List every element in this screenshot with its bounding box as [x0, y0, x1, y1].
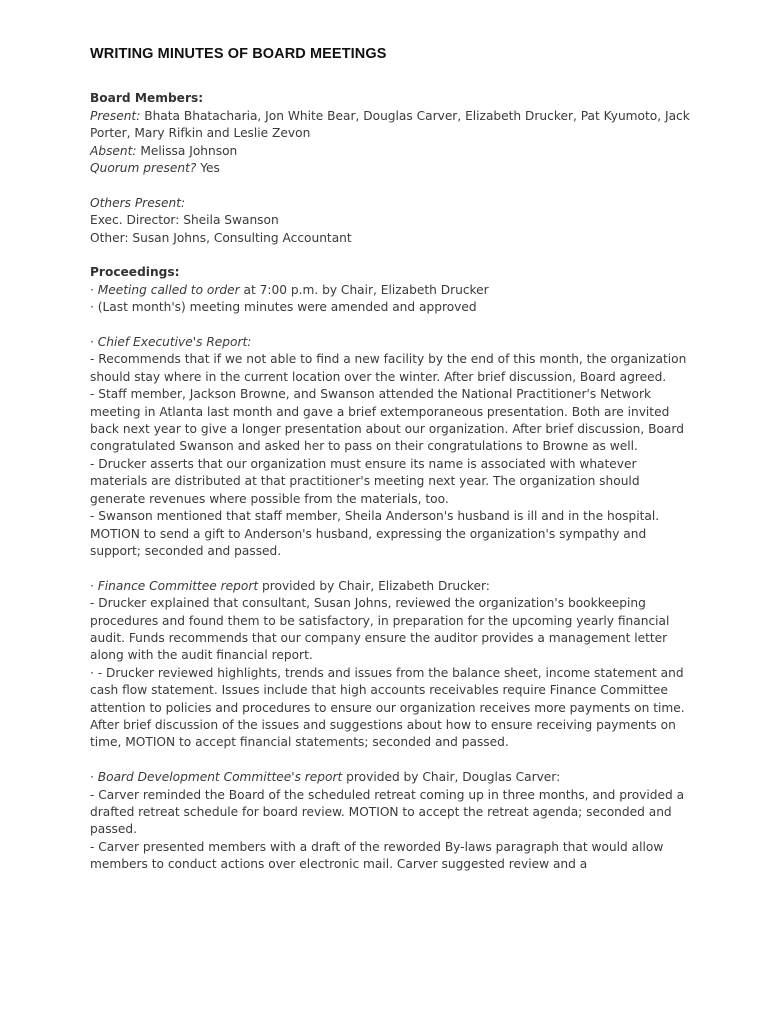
finance-report-heading: Finance Committee report	[97, 578, 259, 593]
called-prefix: ·	[90, 282, 98, 297]
board-dev-report-item: - Carver reminded the Board of the scheduled retreat coming up in three months, and provided a drafted retreat schedule for board review. MOTION to accept the retreat agenda; seconded and passed.	[90, 787, 685, 837]
board-members-section	[90, 90, 690, 177]
quorum-label: Quorum present?	[90, 161, 197, 176]
quorum-line	[90, 160, 690, 177]
minutes-approved-line: · (Last month's) meeting minutes were amended and approved	[90, 300, 477, 315]
present-line	[90, 108, 690, 143]
ceo-report-heading: Chief Executive's Report:	[97, 335, 252, 350]
ceo-report-section	[90, 334, 690, 560]
ceo-report-item: - Swanson mentioned that staff member, Sheila Anderson's husband is ill and in the hospital. MOTION to send a gift to Anderson's husband, expressing the organization's sympathy and support; seconded and passed.	[90, 509, 660, 558]
present-text: Bhata Bhatacharia, Jon White Bear, Douglas Carver, Elizabeth Drucker, Pat Kyumoto, Jack Porter, Mary Rifkin and Leslie Zevon	[90, 108, 690, 141]
proceedings-heading: Proceedings:	[90, 265, 180, 280]
board-dev-report-heading: Board Development Committee's report	[97, 770, 343, 785]
board-dev-prefix: ·	[90, 770, 98, 785]
finance-report-heading-line	[90, 578, 690, 595]
called-text: at 7:00 p.m. by Chair, Elizabeth Drucker	[239, 282, 489, 297]
board-members-heading: Board Members:	[90, 91, 204, 106]
ceo-report-item: - Recommends that if we not able to find a new facility by the end of this month, the organization should stay where in the current location over the winter. After brief discussion, Board agreed.	[90, 352, 687, 384]
ceo-report-heading-line	[90, 334, 690, 351]
finance-report-section	[90, 578, 690, 752]
others-present-heading: Others Present:	[90, 195, 186, 210]
finance-report-heading-suffix: provided by Chair, Elizabeth Drucker:	[258, 578, 490, 593]
finance-prefix: ·	[90, 578, 98, 593]
called-label: Meeting called to order	[97, 282, 240, 297]
called-to-order-line	[90, 282, 690, 299]
document-page	[90, 46, 690, 874]
board-dev-report-heading-suffix: provided by Chair, Douglas Carver:	[342, 770, 561, 785]
absent-line	[90, 143, 690, 160]
quorum-text: Yes	[200, 161, 220, 176]
board-dev-report-heading-line	[90, 769, 690, 786]
ceo-report-item: - Staff member, Jackson Browne, and Swanson attended the National Practitioner's Network meeting in Atlanta last month and gave a brief extemporaneous presentation. Both are invited back next year to give a longer presentation about our organization. After brief discussion, Board congratulated Swanson and asked her to pass on their congratulations to Browne as well.	[90, 387, 684, 454]
board-dev-report-item: - Carver presented members with a draft of the reworded By-laws paragraph that would allow members to conduct actions over electronic mail. Carver suggested review and a	[90, 839, 664, 872]
proceedings-section	[90, 264, 690, 316]
ceo-report-item: - Drucker asserts that our organization must ensure its name is associated with whatever materials are distributed at that practitioner's meeting next year. The organization should generate revenues where possible from the materials, too.	[90, 456, 640, 506]
finance-report-item: · - Drucker reviewed highlights, trends and issues from the balance sheet, income statement and cash flow statement. Issues include that high accounts receivables require Finance Committee attention to policies and procedures to ensure our organization receives more payments on time. After brief discussion of the issues and suggestions about how to ensure receiving payments on time, MOTION to accept financial statements; seconded and passed.	[90, 665, 685, 750]
document-title: WRITING MINUTES OF BOARD MEETINGS	[90, 46, 387, 62]
others-present-section	[90, 195, 690, 247]
board-dev-report-section	[90, 769, 690, 873]
absent-text: Melissa Johnson	[140, 143, 238, 158]
exec-director-line: Exec. Director: Sheila Swanson	[90, 213, 279, 228]
other-attendee-line: Other: Susan Johns, Consulting Accountant	[90, 230, 352, 245]
finance-report-item: - Drucker explained that consultant, Susan Johns, reviewed the organization's bookkeeping procedures and found them to be satisfactory, in preparation for the upcoming yearly financial audit. Funds recommends that our company ensure the auditor provides a management letter along with the audit financial report.	[90, 596, 670, 663]
ceo-prefix: ·	[90, 335, 98, 350]
absent-label: Absent:	[90, 143, 137, 158]
present-label: Present:	[90, 108, 141, 123]
